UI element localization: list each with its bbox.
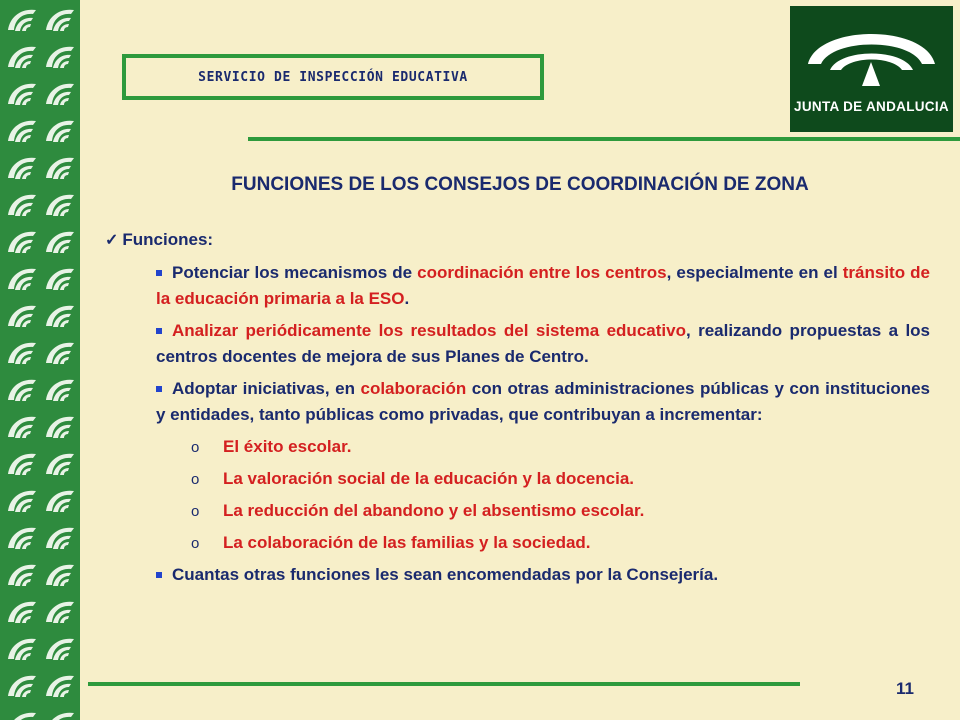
square-bullet-icon [156,572,162,578]
list-item [105,260,930,312]
text-run: Potenciar los mecanismos de [172,263,418,282]
circle-bullet-icon: o [191,471,200,488]
list-item-text: Cuantas otras funciones les sean encomendadas por la Consejería. [172,565,719,584]
square-bullet-icon [156,270,162,276]
decorative-sidebar [0,0,80,720]
logo-text: JUNTA DE ANDALUCIA [794,99,949,114]
list-item [105,376,930,428]
circle-bullet-icon: o [191,503,200,520]
highlight-run: colaboración [360,379,467,398]
sub-list-item [105,498,930,524]
text-run: . [404,289,410,308]
list-item-text [156,260,930,312]
sub-list-item [105,466,930,492]
highlight-run: tránsito de la educación primaria a la ESO [156,263,931,308]
swoosh-pattern-icon [0,0,80,720]
page-number: 11 [896,679,914,698]
sub-item-text: La colaboración de las familias y la sociedad. [223,533,591,552]
section-heading-label: Funciones: [122,230,214,249]
list-item [105,318,930,370]
text-run: , realizando propuestas a los centros docentes de mejora de sus Planes de Centro. [156,321,931,366]
sub-list-item [105,434,930,460]
sub-item-text: La reducción del abandono y el absentismo escolar. [223,501,645,520]
square-bullet-icon [156,386,162,392]
top-divider [248,137,960,141]
circle-bullet-icon: o [191,535,200,552]
sub-item-text: La valoración social de la educación y la docencia. [223,469,634,488]
section-heading [105,230,930,250]
junta-andalucia-logo [790,6,953,132]
page-title: FUNCIONES DE LOS CONSEJOS DE COORDINACIÓN DE ZONA [231,174,809,195]
service-header-box [122,54,544,100]
circle-bullet-icon: o [191,439,200,456]
content [105,230,930,594]
list-item-text [156,376,930,428]
square-bullet-icon [156,328,162,334]
text-run: , especialmente en el [666,263,843,282]
sub-item-text: El éxito escolar. [223,437,352,456]
list-item [105,562,930,588]
checkmark-icon: ✓ [105,232,119,249]
bottom-divider [88,682,800,686]
highlight-run: coordinación entre los centros [417,263,667,282]
highlight-run: Analizar periódicamente los resultados del sistema educativo [172,321,686,340]
service-label: SERVICIO DE INSPECCIÓN EDUCATIVA [198,69,468,85]
sub-list-item [105,530,930,556]
text-run: con otras administraciones públicas y con instituciones y entidades, tanto públicas como privadas, que contribuyan a incrementar: [156,379,931,424]
text-run: Adoptar iniciativas, en [172,379,361,398]
list-item-text [156,318,930,370]
